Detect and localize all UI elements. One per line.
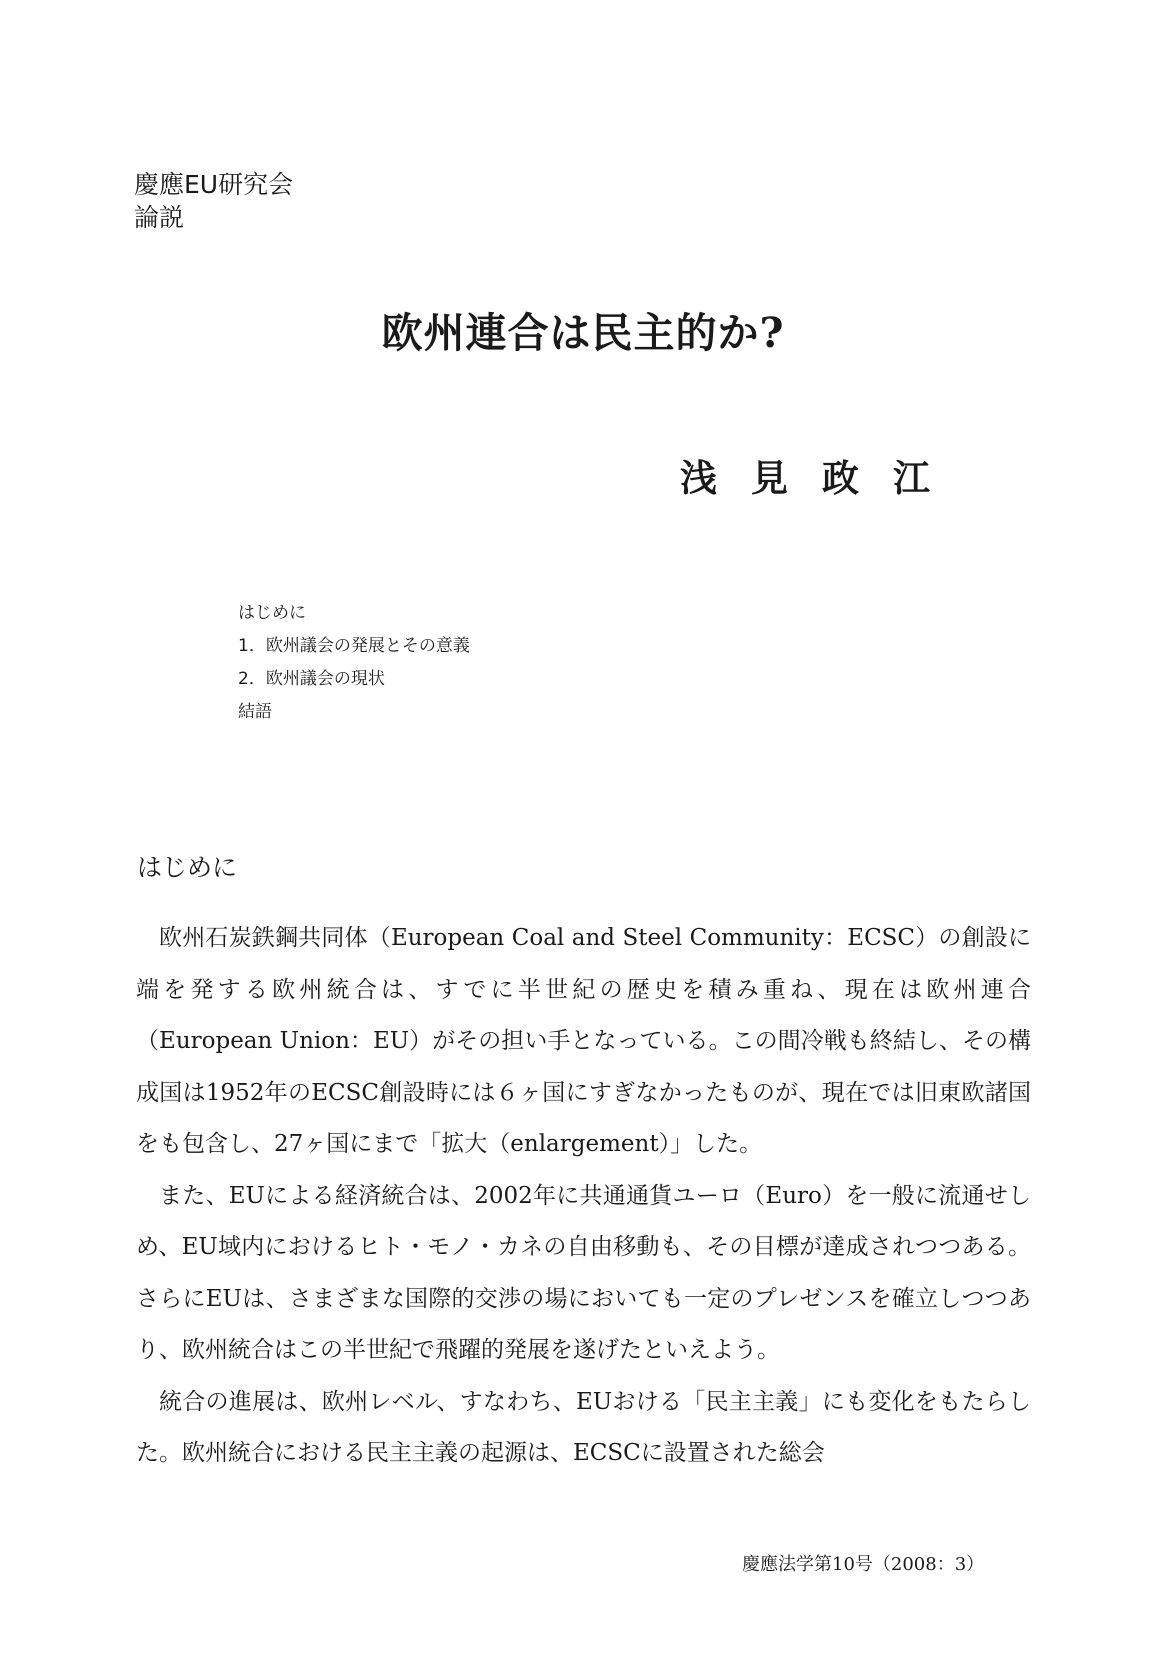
journal-footer: 慶應法学第10号（2008：3） xyxy=(742,1554,985,1575)
section-heading: はじめに xyxy=(137,853,238,882)
toc-item: はじめに xyxy=(238,603,306,623)
toc-item: 2．欧州議会の現状 xyxy=(238,669,385,689)
table-of-contents xyxy=(238,597,470,729)
toc-item: 結語 xyxy=(238,702,272,722)
paragraph: 統合の進展は、欧州レベル、すなわち、EUおける「民主主義」にも変化をもたらした。欧州統合における民主主義の起源は、ECSCに設置された総会 xyxy=(136,1388,1031,1466)
society-name: 慶應EU研究会 xyxy=(134,170,294,199)
paragraph: 欧州石炭鉄鋼共同体（European Coal and Steel Community：ECSC）の創設に端を発する欧州統合は、すでに半世紀の歴史を積み重ね、現在は欧州連合（European Union：EU）がその担い手となっている。この間冷戦も終結し、その構成国は1952年のECSC創設時には６ヶ国にすぎなかったものが、現在では旧東欧諸国をも包含し、27ヶ国にまで「拡大（enlargement）」した。 xyxy=(136,925,1031,1157)
body-text xyxy=(136,913,1031,1480)
article-category: 論説 xyxy=(134,203,185,232)
article-title: 欧州連合は民主的か? xyxy=(381,309,785,357)
paragraph: また、EUによる経済統合は、2002年に共通通貨ユーロ（Euro）を一般に流通せしめ、EU域内におけるヒト・モノ・カネの自由移動も、その目標が達成されつつある。さらにEUは、さまざまな国際的交渉の場においても一定のプレゼンスを確立しつつあり、欧州統合はこの半世紀で飛躍的発展を遂げたといえよう。 xyxy=(136,1182,1031,1363)
author-name: 浅見政江 xyxy=(680,456,964,500)
toc-item: 1．欧州議会の発展とその意義 xyxy=(238,636,470,656)
page-header xyxy=(134,168,293,234)
